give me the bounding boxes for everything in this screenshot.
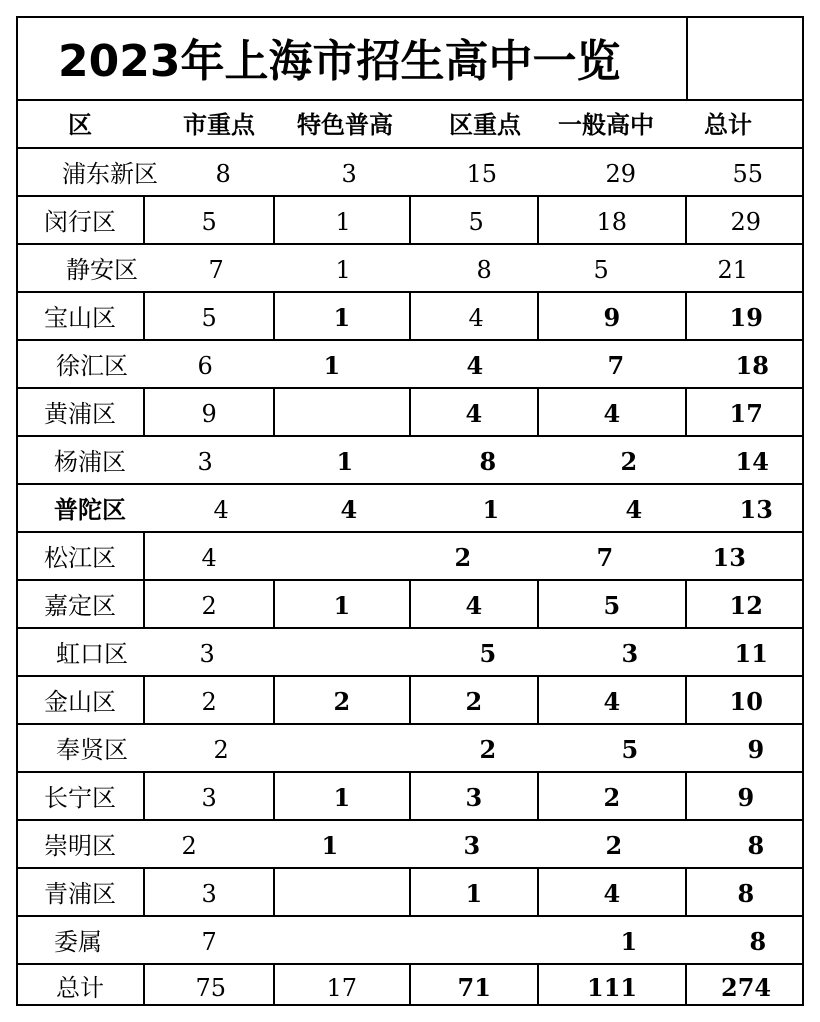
table-cell: 8 <box>476 256 492 284</box>
district-name: 嘉定区 <box>44 592 116 620</box>
table-cell: 6 <box>197 352 213 380</box>
table-cell: 21 <box>717 256 749 284</box>
column-divider <box>409 868 411 916</box>
table-cell: 8 <box>749 927 767 956</box>
table-cell: 3 <box>199 640 215 668</box>
table-cell: 7 <box>596 543 614 572</box>
district-name: 委属 <box>54 928 102 956</box>
total-label: 总计 <box>56 974 104 1002</box>
district-name: 宝山区 <box>44 304 116 332</box>
table-cell: 3 <box>197 448 213 476</box>
table-cell: 5 <box>201 304 217 332</box>
table-cell: 5 <box>593 256 609 284</box>
table-cell: 1 <box>323 351 341 380</box>
total-cell: 17 <box>326 974 358 1002</box>
column-divider <box>685 388 687 436</box>
column-divider <box>143 292 145 340</box>
table-cell: 18 <box>735 351 769 380</box>
table-cell: 7 <box>607 351 625 380</box>
table-cell: 4 <box>625 495 643 524</box>
table-cell: 18 <box>596 208 628 236</box>
total-cell: 274 <box>721 973 772 1002</box>
column-divider <box>409 676 411 724</box>
table-cell: 3 <box>201 784 217 812</box>
table-cell: 2 <box>479 735 497 764</box>
table-cell: 9 <box>201 400 217 428</box>
column-divider <box>143 964 145 1006</box>
table-cell: 5 <box>621 735 639 764</box>
district-name: 松江区 <box>44 544 116 572</box>
table-cell: 29 <box>730 208 762 236</box>
column-divider <box>143 532 145 580</box>
table-cell: 3 <box>341 160 357 188</box>
table-cell: 4 <box>466 351 484 380</box>
table-cell: 2 <box>333 687 351 716</box>
table-cell: 7 <box>208 256 224 284</box>
district-name: 徐汇区 <box>56 352 128 380</box>
table-cell: 4 <box>465 399 483 428</box>
table-cell: 3 <box>465 783 483 812</box>
table-cell: 2 <box>454 543 472 572</box>
district-name: 静安区 <box>66 256 138 284</box>
table-cell: 2 <box>605 831 623 860</box>
column-header: 总计 <box>704 111 752 139</box>
table-cell: 1 <box>335 256 351 284</box>
table-cell: 2 <box>201 592 217 620</box>
column-divider <box>685 964 687 1006</box>
table-cell: 9 <box>747 735 765 764</box>
column-divider <box>685 868 687 916</box>
row-divider <box>16 483 804 485</box>
column-divider <box>685 196 687 244</box>
district-name: 杨浦区 <box>54 448 126 476</box>
table-cell: 4 <box>603 879 621 908</box>
column-divider <box>409 292 411 340</box>
district-name: 黄浦区 <box>44 400 116 428</box>
table-cell: 8 <box>479 447 497 476</box>
table-cell: 14 <box>735 447 769 476</box>
column-divider <box>409 964 411 1006</box>
table-cell: 29 <box>605 160 637 188</box>
column-divider <box>409 772 411 820</box>
total-cell: 75 <box>195 974 227 1002</box>
column-divider <box>273 388 275 436</box>
table-cell: 4 <box>468 304 484 332</box>
district-name: 长宁区 <box>44 784 116 812</box>
table-cell: 8 <box>747 831 765 860</box>
table-cell: 1 <box>333 303 351 332</box>
table-cell: 1 <box>482 495 500 524</box>
column-header: 市重点 <box>183 111 255 139</box>
row-divider <box>16 147 804 149</box>
district-name: 金山区 <box>44 688 116 716</box>
table-cell: 1 <box>336 447 354 476</box>
total-cell: 111 <box>587 973 638 1002</box>
column-divider <box>409 388 411 436</box>
table-cell: 1 <box>333 591 351 620</box>
column-header: 区重点 <box>449 111 521 139</box>
table-cell: 1 <box>465 879 483 908</box>
table-cell: 1 <box>333 783 351 812</box>
column-divider <box>273 676 275 724</box>
district-name: 青浦区 <box>44 880 116 908</box>
column-header: 一般高中 <box>558 111 654 139</box>
district-name: 虹口区 <box>56 640 128 668</box>
column-divider <box>537 292 539 340</box>
table-cell: 13 <box>739 495 773 524</box>
table-cell: 5 <box>479 639 497 668</box>
table-cell: 2 <box>201 688 217 716</box>
column-divider <box>685 292 687 340</box>
district-name: 普陀区 <box>54 496 126 524</box>
table-cell: 2 <box>213 736 229 764</box>
table-cell: 5 <box>603 591 621 620</box>
table-cell: 4 <box>340 495 358 524</box>
table-cell: 4 <box>213 496 229 524</box>
column-divider <box>537 868 539 916</box>
total-cell: 71 <box>457 973 491 1002</box>
table-cell: 9 <box>603 303 621 332</box>
table-cell: 1 <box>335 208 351 236</box>
table-cell: 2 <box>181 832 197 860</box>
row-divider <box>16 531 804 533</box>
table-cell: 8 <box>737 879 755 908</box>
table-cell: 3 <box>463 831 481 860</box>
column-divider <box>685 580 687 628</box>
column-divider <box>273 196 275 244</box>
district-name: 崇明区 <box>44 832 116 860</box>
table-cell: 5 <box>468 208 484 236</box>
table-cell: 3 <box>201 880 217 908</box>
table-cell: 4 <box>201 544 217 572</box>
column-divider <box>273 964 275 1006</box>
column-divider <box>537 772 539 820</box>
column-header: 特色普高 <box>297 111 393 139</box>
table-cell: 11 <box>734 639 768 668</box>
column-divider <box>143 580 145 628</box>
column-divider <box>537 196 539 244</box>
column-divider <box>685 676 687 724</box>
column-divider <box>537 676 539 724</box>
district-name: 浦东新区 <box>62 160 158 188</box>
table-cell: 15 <box>466 160 498 188</box>
table-cell: 12 <box>729 591 763 620</box>
column-divider <box>537 580 539 628</box>
column-divider <box>537 388 539 436</box>
column-divider <box>273 292 275 340</box>
district-name: 闵行区 <box>44 208 116 236</box>
column-divider <box>537 964 539 1006</box>
table-cell: 19 <box>729 303 763 332</box>
column-divider <box>143 772 145 820</box>
column-divider <box>685 772 687 820</box>
column-divider <box>409 196 411 244</box>
column-divider <box>273 868 275 916</box>
table-cell: 9 <box>737 783 755 812</box>
table-cell: 7 <box>201 928 217 956</box>
table-cell: 4 <box>603 687 621 716</box>
column-divider <box>143 196 145 244</box>
title-divider <box>686 16 688 100</box>
table-cell: 1 <box>620 927 638 956</box>
column-divider <box>273 772 275 820</box>
table-cell: 13 <box>712 543 746 572</box>
table-cell: 3 <box>621 639 639 668</box>
table-cell: 1 <box>321 831 339 860</box>
column-divider <box>143 868 145 916</box>
district-name: 奉贤区 <box>56 736 128 764</box>
table-cell: 2 <box>620 447 638 476</box>
table-cell: 10 <box>729 687 763 716</box>
table-cell: 5 <box>201 208 217 236</box>
column-divider <box>273 580 275 628</box>
table-cell: 2 <box>465 687 483 716</box>
table-cell: 55 <box>732 160 764 188</box>
page-title: 2023年上海市招生高中一览 <box>58 36 621 87</box>
column-header: 区 <box>68 111 92 139</box>
table-cell: 2 <box>603 783 621 812</box>
table-cell: 4 <box>603 399 621 428</box>
column-divider <box>409 580 411 628</box>
table-cell: 4 <box>465 591 483 620</box>
table-cell: 17 <box>729 399 763 428</box>
column-divider <box>143 676 145 724</box>
column-divider <box>143 388 145 436</box>
table-cell: 8 <box>215 160 231 188</box>
